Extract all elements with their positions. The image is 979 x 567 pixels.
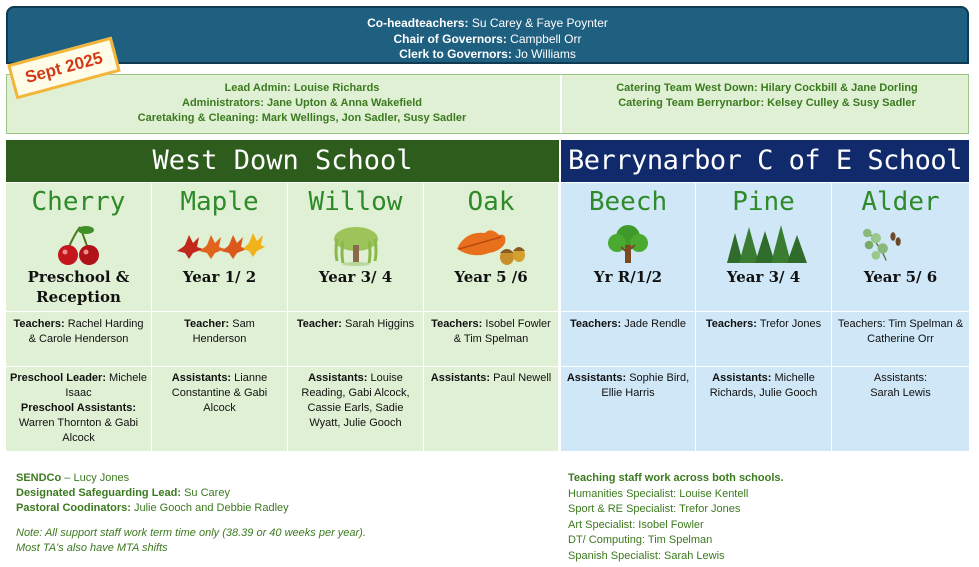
class-year: Year 5/ 6 [863, 268, 938, 286]
class-assistants: Assistants: Michelle Richards, Julie Gooch [709, 372, 818, 399]
chair-of-governors-line: Chair of Governors: Campbell Orr [393, 31, 582, 46]
list-item: DT/ Computing: Tim Spelman [568, 534, 713, 546]
footer-left-info [16, 471, 536, 556]
safeguarding-lead-line: Designated Safeguarding Lead: Su Carey [16, 487, 230, 499]
header-banner [6, 6, 969, 64]
class-assistants: Assistants: Sarah Lewis [870, 372, 931, 399]
oak-leaf-icon [451, 223, 531, 267]
maple-leaves-icon [174, 223, 266, 267]
list-item: Spanish Specialist: Sarah Lewis [568, 549, 725, 562]
row-divider [6, 311, 969, 312]
class-year: Year 3/ 4 [726, 268, 801, 286]
class-assistants: Assistants: Lianne Constantine & Gabi Alcock [171, 372, 268, 414]
class-teachers: Teachers: Rachel Harding & Carole Henderson [13, 318, 144, 345]
class-column-pine [696, 183, 832, 451]
class-teachers: Teachers: Jade Rendle [570, 318, 686, 330]
class-year: Preschool & Reception [27, 268, 130, 306]
beech-tree-icon [593, 223, 663, 267]
class-name: Willow [308, 187, 403, 217]
class-name: Maple [180, 187, 259, 217]
class-year: Yr R/1/2 [593, 268, 663, 286]
class-teachers: Teachers: Trefor Jones [705, 318, 822, 330]
class-teachers: Teacher: Sam Henderson [184, 318, 255, 345]
admin-staff-list: Lead Admin: Louise Richards Administrators: Jane Upton & Anna Wakefield Caretaking & Cleaning: Mark Wellings, Jon Sadler, Susy Sadler [137, 82, 467, 124]
catering-staff-list: Catering Team West Down: Hilary Cockbill & Jane Dorling Catering Team Berrynarbor: Kelsey Culley & Susy Sadler [616, 82, 918, 109]
class-year: Year 1/ 2 [182, 268, 257, 286]
class-column-cherry [6, 183, 152, 451]
list-item: Art Specialist: Isobel Fowler [568, 518, 704, 531]
clerk-to-governors-line: Clerk to Governors: Jo Williams [399, 47, 576, 61]
class-teachers: Teacher: Sarah Higgins [296, 318, 415, 330]
class-name: Beech [588, 187, 668, 217]
class-assistants: Assistants: Sophie Bird, Ellie Harris [566, 372, 690, 399]
class-column-beech [561, 183, 696, 451]
list-item: Humanities Specialist: Louise Kentell [568, 487, 749, 500]
class-name: Oak [467, 187, 515, 217]
row-divider [6, 366, 969, 367]
specialists-heading: Teaching staff work across both schools. [568, 472, 784, 484]
west-down-school-header: West Down School [6, 140, 559, 182]
class-column-alder [832, 183, 969, 451]
class-year: Year 5 /6 [454, 268, 528, 286]
class-column-maple [152, 183, 288, 451]
class-column-willow [288, 183, 424, 451]
willow-tree-icon [321, 223, 391, 267]
cherry-icon [44, 223, 114, 267]
co-headteachers-line: Co-headteachers: Su Carey & Faye Poynter [367, 16, 608, 30]
class-teachers: Teachers: Isobel Fowler & Tim Spelman [431, 318, 551, 345]
class-assistants: Assistants: Paul Newell [430, 372, 552, 384]
class-grid [6, 183, 969, 451]
class-teachers: Teachers: Tim Spelman & Catherine Orr [837, 318, 964, 345]
date-badge: Sept 2025 [7, 37, 121, 100]
alder-leaves-icon [857, 223, 917, 267]
class-column-oak [424, 183, 559, 451]
specialists-list [568, 471, 968, 564]
class-name: Alder [861, 187, 940, 217]
pine-trees-icon [719, 223, 809, 267]
admin-band [6, 74, 969, 134]
admin-divider [560, 75, 562, 133]
support-staff-note: Note: All support staff work term time only (38.39 or 40 weeks per year). Most TA's also have MTA shifts [16, 527, 366, 554]
berrynarbor-school-header: Berrynarbor C of E School [561, 140, 969, 182]
class-assistants: Assistants: Louise Reading, Gabi Alcock, Cassie Earls, Sadie Wyatt, Julie Gooch [301, 372, 410, 429]
class-assistants: Preschool Leader: Michele Isaac Preschool Assistants: Warren Thornton & Gabi Alcock [10, 372, 147, 444]
class-name: Pine [732, 187, 795, 217]
pastoral-coordinators-line: Pastoral Coodinators: Julie Gooch and Debbie Radley [16, 502, 289, 514]
class-year: Year 3/ 4 [318, 268, 393, 286]
class-name: Cherry [31, 187, 126, 217]
list-item: Sport & RE Specialist: Trefor Jones [568, 503, 741, 515]
sendco-line: SENDCo – Lucy Jones [16, 472, 130, 484]
